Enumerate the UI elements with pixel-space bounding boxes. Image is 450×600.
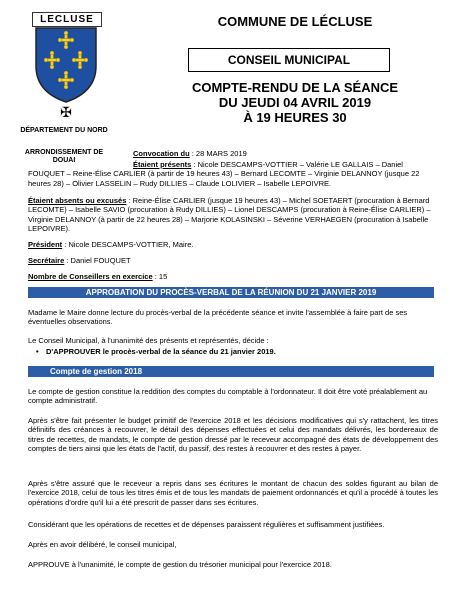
section1-paragraph-1: Madame le Maire donne lecture du procès-verbal de la précédente séance et invite l'assemblée à faire part de ses éventuelles observations. (28, 308, 408, 327)
secretaire: Secrétaire : Daniel FOUQUET (28, 256, 131, 265)
section1-bullet: • D'APPROUVER le procès-verbal de la séance du 21 janvier 2019. (36, 347, 276, 356)
compte-rendu-line-2: DU JEUDI 04 AVRIL 2019 (218, 95, 372, 110)
president: Président : Nicole DESCAMPS-VOTTIER, Maire. (28, 240, 194, 249)
section2-paragraph-4: Considérant que les opérations de recettes et de dépenses paraissent régulières et suffisamment justifiées. (28, 520, 385, 529)
section2-paragraph-3: Après s'être assuré que le receveur a repris dans ses écritures le montant de chacun des soldes figurant au bilan de l'exercice 2018, celui de tous les titres émis et de tous les mandats de paiement ordonnancés et qu'il a procédé à toutes les opérations d'ordre qu'il lui a été prescrit de passer dans ses écritures. (28, 479, 438, 507)
section2-paragraph-2: Après s'être fait présenter le budget primitif de l'exercice 2018 et les décisions modificatives qui s'y rattachent, les titres définitifs des créances à recouvrer, le détail des dépenses effectuées et celui des mandats délivrés, les bordereaux de titres de recettes, de mandats, le compte de gestion dressé par le receveur accompagné des états de développement des comptes de tiers ainsi que les états de l'actif, du passif, des restes à recouvrer et des restes à payer. (28, 416, 438, 454)
compte-rendu-line-1: COMPTE-RENDU DE LA SÉANCE (191, 80, 399, 95)
nombre-conseillers: Nombre de Conseillers en exercice : 15 (28, 272, 168, 281)
section2-paragraph-6: APPROUVE à l'unanimité, le compte de gestion du trésorier municipal pour l'exercice 2018. (28, 560, 332, 569)
section-bar-approbation: APPROBATION DU PROCÈS-VERBAL DE LA RÉUNION DU 21 JANVIER 2019 (28, 287, 434, 298)
compte-rendu-title (150, 80, 440, 125)
bullet-icon: • (36, 347, 39, 356)
cross-icon: ✠ (60, 104, 72, 120)
compte-rendu-line-3: À 19 HEURES 30 (243, 110, 347, 125)
section2-paragraph-1: Le compte de gestion constitue la reddition des comptes du comptable à l'ordonnateur. Il doit être voté préalablement au compte administratif. (28, 387, 428, 406)
absents: Étaient absents ou excusés : Reine-Élise CARLIER (jusque 19 heures 43) – Michel SOETAERT (procuration à Bernard LECOMTE) – Isabelle SAVIO (procuration à Rudy DILLIES) – Lionel DESCAMPS (procuration à Reine-Élise CARLIER) – Virginie DELANNOY (à partir de 22 heures 28) – Marjorie KOLASINSKI – Séverine VERHAEGEN (procuration à Isabelle LEPOIVRE). (28, 196, 431, 234)
conseil-title: CONSEIL MUNICIPAL (188, 48, 390, 72)
convocation: Convocation du : 28 MARS 2019 (133, 149, 247, 158)
crest-name: LECLUSE (32, 12, 102, 27)
section1-paragraph-2: Le Conseil Municipal, à l'unanimité des présents et représentés, décide : (28, 336, 269, 345)
commune-title: COMMUNE DE LÉCLUSE (217, 14, 373, 29)
arrondissement: ARRONDISSEMENT DE DOUAI (24, 149, 104, 164)
coat-of-arms-icon (34, 26, 98, 104)
section-bar-compte-gestion: Compte de gestion 2018 (28, 366, 434, 377)
departement: DÉPARTEMENT DU NORD (20, 127, 108, 134)
section2-paragraph-5: Après en avoir délibéré, le conseil municipal, (28, 540, 177, 549)
presents: Étaient présents : Nicole DESCAMPS-VOTTIER – Valérie LE GALLAIS – Daniel FOUQUET – Reine-Élise CARLIER (à partir de 19 heures 43) – Bernard LECOMTE – Virginie DELANNOY (jusque 22 heures 28) – Olivier LASSELIN – Rudy DILLIES – Claude LOLIVIER – Isabelle LEPOIVRE. (28, 160, 420, 188)
